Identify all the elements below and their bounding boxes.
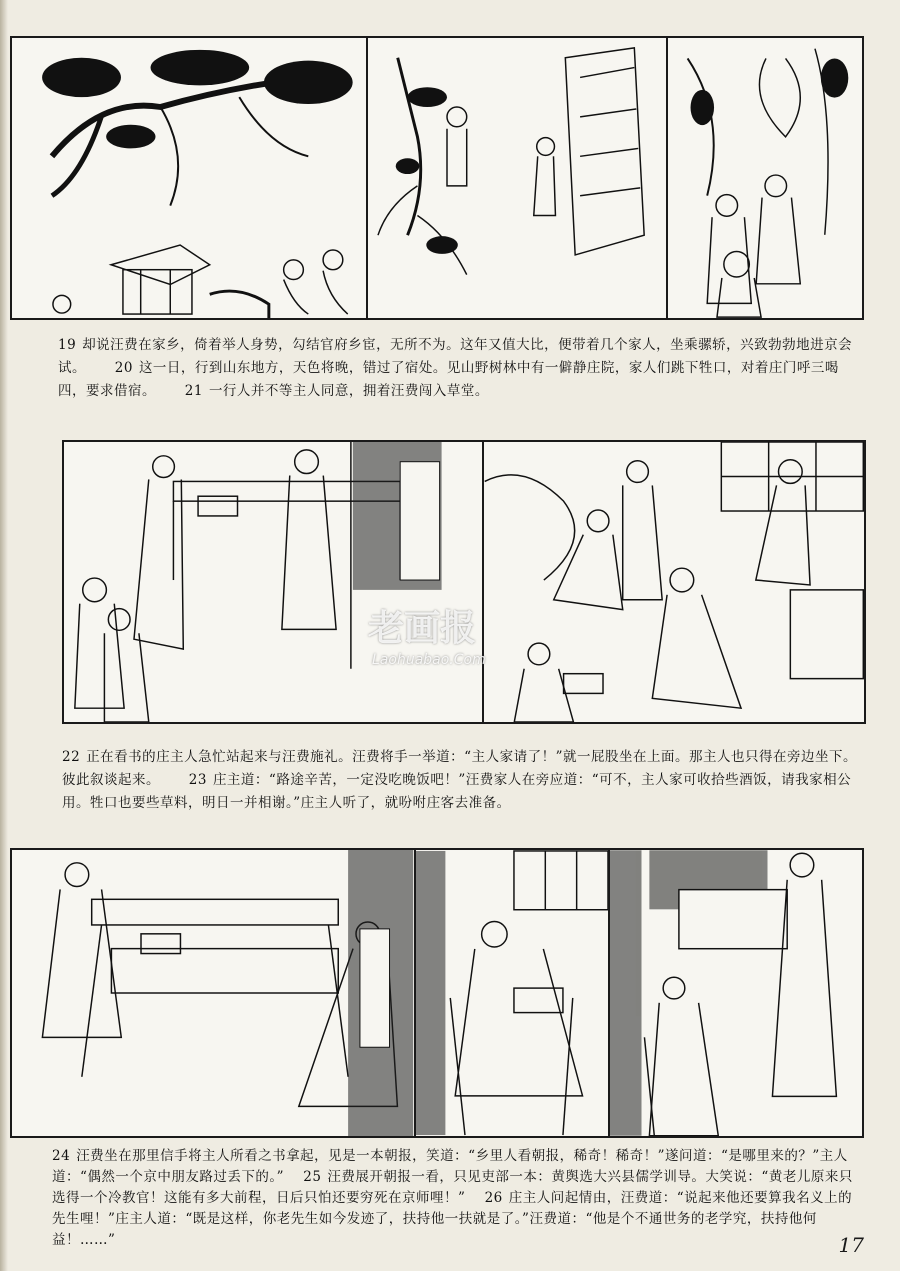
illustration-servants-and-host: [484, 442, 864, 722]
illustration-host-greeting: [64, 442, 482, 722]
watermark-url: Laohuabao.Com: [372, 652, 486, 668]
caption-text: 正在看书的庄主人急忙站起来与汪费施礼。汪费将手一举道：“主人家请了！”就一屁股坐在上面。那主人也只得在旁边坐下。彼此叙谈起来。: [62, 749, 857, 788]
caption-number: 24: [52, 1148, 71, 1164]
caption-text: 庄主道：“路途辛苦，一定没吃晚饭吧！”汪费家人在旁应道：“可不，主人家可收拾些酒饭，请我家相公用。牲口也要些草料，明日一并相谢。”庄主人听了，就吩咐庄客去准备。: [62, 772, 852, 811]
caption-number: 20: [114, 360, 133, 376]
caption-number: 23: [188, 772, 207, 788]
illustration-manor-gate-shouting: [368, 38, 666, 318]
caption-row-1: [58, 334, 858, 403]
caption-text: 却说汪费在家乡，倚着举人身势，勾结官府乡宦，无所不为。这年又值大比，便带着几个家人，坐乘骡轿，兴致勃勃地进京会试。: [58, 337, 853, 376]
watermark-logo: 老画报: [368, 608, 477, 649]
page-number: 17: [838, 1233, 864, 1257]
panel-22: [62, 440, 484, 724]
panel-21: [666, 36, 864, 320]
illustration-host-asking: [610, 850, 862, 1136]
caption-number: 26: [484, 1190, 503, 1206]
page-binding-edge: [0, 0, 8, 1271]
panel-24: [10, 848, 416, 1138]
illustration-laughing-at-gazette: [416, 850, 608, 1136]
panel-26: [608, 848, 864, 1138]
caption-number: 25: [303, 1169, 322, 1185]
caption-21: [185, 383, 489, 399]
illustration-palanquin-procession: [12, 38, 366, 318]
caption-text: 庄主人问起情由，汪费道：“说起来他还要算我名义上的先生哩！”庄主人道：“既是这样，你老先生如今发迹了，扶持他一扶就是了。”汪费道：“他是个不通世务的老学究，扶持他何益！……”: [52, 1190, 853, 1248]
panel-23: [482, 440, 866, 724]
panel-19: [10, 36, 368, 320]
caption-23: [62, 772, 851, 811]
caption-text: 这一日，行到山东地方，天色将晚，错过了宿处。见山野树林中有一僻静庄院，家人们跳下牲口，对着庄门呼三喝四，要求借宿。: [58, 360, 839, 399]
illustration-reading-court-gazette: [12, 850, 414, 1136]
caption-number: 22: [62, 749, 81, 765]
illustration-servants-entering: [668, 38, 862, 318]
caption-text: 汪费展开朝报一看，只见吏部一本：黄舆选大兴县儒学训导。大笑说：“黄老儿原来只选得一个冷教官！这能有多大前程，日后只怕还要穷死在京师哩！”: [52, 1169, 853, 1206]
panel-25: [414, 848, 610, 1138]
caption-number: 21: [184, 383, 203, 399]
caption-row-2: [62, 746, 862, 815]
caption-text: 汪费坐在那里信手将主人所看之书拿起，见是一本朝报，笑道：“乡里人看朝报，稀奇！稀奇！”遂问道：“是哪里来的？”主人道：“偶然一个京中朋友路过丢下的。”: [52, 1148, 848, 1185]
caption-row-3: [52, 1146, 858, 1251]
panel-20: [366, 36, 668, 320]
caption-text: 一行人并不等主人同意，拥着汪费闯入草堂。: [208, 383, 489, 399]
caption-number: 19: [58, 337, 77, 353]
